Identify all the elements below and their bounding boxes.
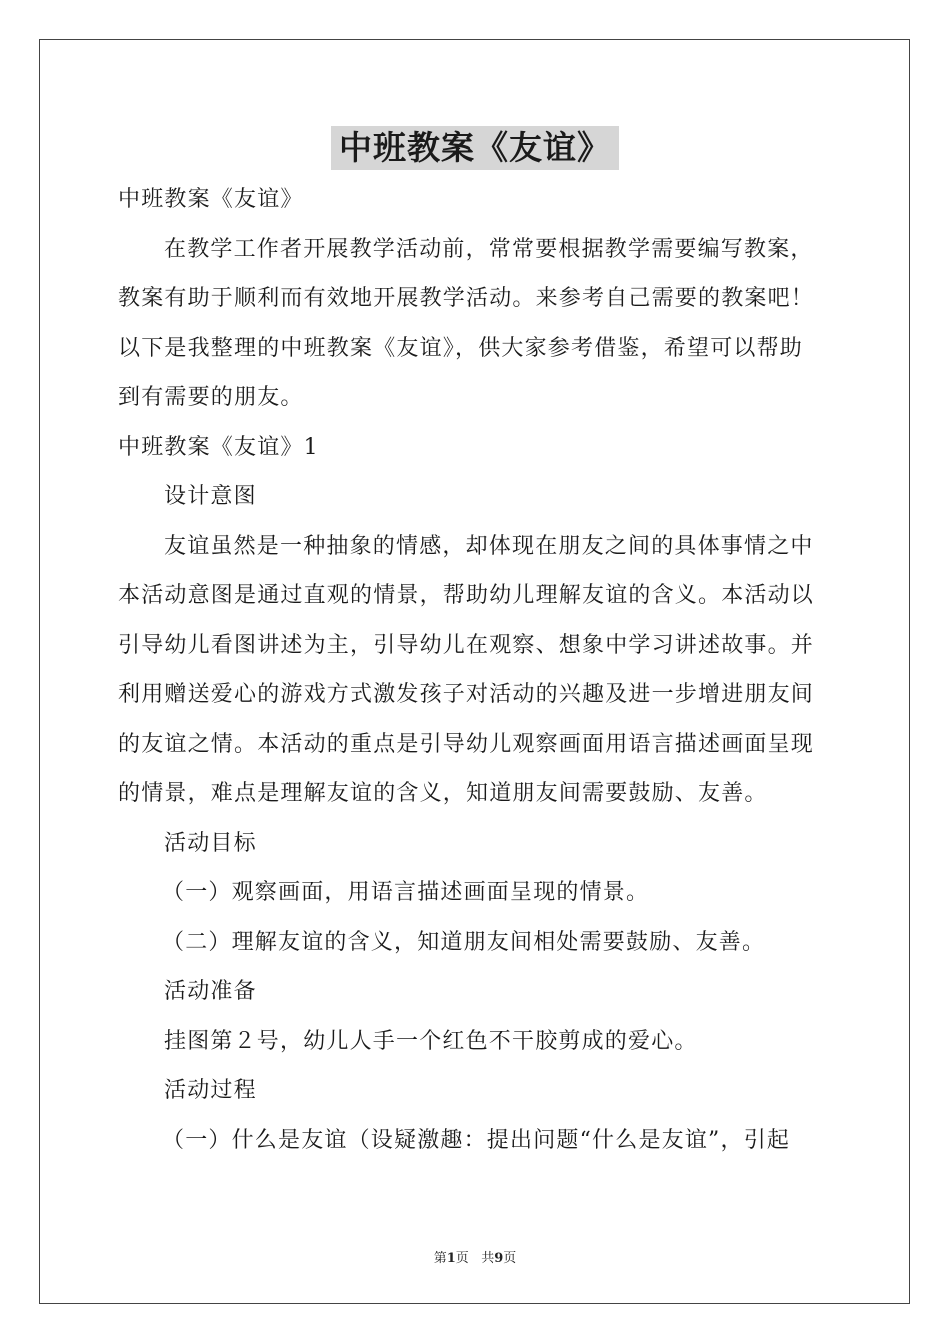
paragraph-line: 教案有助于顺利而有效地开展教学活动。来参考自己需要的教案吧！ <box>118 286 815 311</box>
paragraph-line: 的友谊之情。本活动的重点是引导幼儿观察画面用语言描述画面呈现 <box>118 731 815 757</box>
paragraph-line: 到有需要的朋友。 <box>118 385 304 410</box>
paragraph-line: 引导幼儿看图讲述为主，引导幼儿在观察、想象中学习讲述故事。并 <box>118 632 815 658</box>
paragraph-line: 友谊虽然是一种抽象的情感，却体现在朋友之间的具体事情之中 <box>164 533 814 559</box>
paragraph-line: 利用赠送爱心的游戏方式激发孩子对活动的兴趣及进一步增进朋友间 <box>118 682 815 707</box>
paragraph-line: 在教学工作者开展教学活动前，常常要根据教学需要编写教案， <box>164 236 814 262</box>
section-heading: 中班教案《友谊》1 <box>118 434 319 460</box>
subtitle-line: 中班教案《友谊》 <box>118 187 304 212</box>
paragraph-line: 的情景，难点是理解友谊的含义，知道朋友间需要鼓励、友善。 <box>118 781 768 806</box>
paragraph-line: 本活动意图是通过直观的情景，帮助幼儿理解友谊的含义。本活动以 <box>118 583 815 608</box>
document-title: 中班教案《友谊》 <box>331 126 619 170</box>
list-item: （一）观察画面，用语言描述画面呈现的情景。 <box>162 880 650 905</box>
subsection-heading: 设计意图 <box>164 484 257 509</box>
total-prefix: 共 <box>481 1251 495 1266</box>
list-item: （二）理解友谊的含义，知道朋友间相处需要鼓励、友善。 <box>162 929 766 955</box>
document-title-wrapper <box>0 126 950 170</box>
paragraph-line: 以下是我整理的中班教案《友谊》，供大家参考借鉴，希望可以帮助 <box>118 335 804 361</box>
page-number: 1 <box>446 1251 456 1266</box>
paragraph-line: 挂图第２号，幼儿人手一个红色不干胶剪成的爱心。 <box>164 1028 698 1054</box>
total-suffix: 页 <box>503 1251 517 1266</box>
list-item: （一）什么是友谊（设疑激趣：提出问题“什么是友谊”，引起 <box>162 1127 791 1153</box>
subsection-heading: 活动过程 <box>164 1078 257 1103</box>
subsection-heading: 活动目标 <box>164 830 257 856</box>
page-suffix: 页 <box>455 1251 469 1266</box>
subsection-heading: 活动准备 <box>164 979 257 1004</box>
total-pages: 9 <box>494 1251 504 1266</box>
page-footer <box>0 1247 950 1266</box>
page-prefix: 第 <box>433 1251 447 1266</box>
document-body <box>118 180 833 1170</box>
